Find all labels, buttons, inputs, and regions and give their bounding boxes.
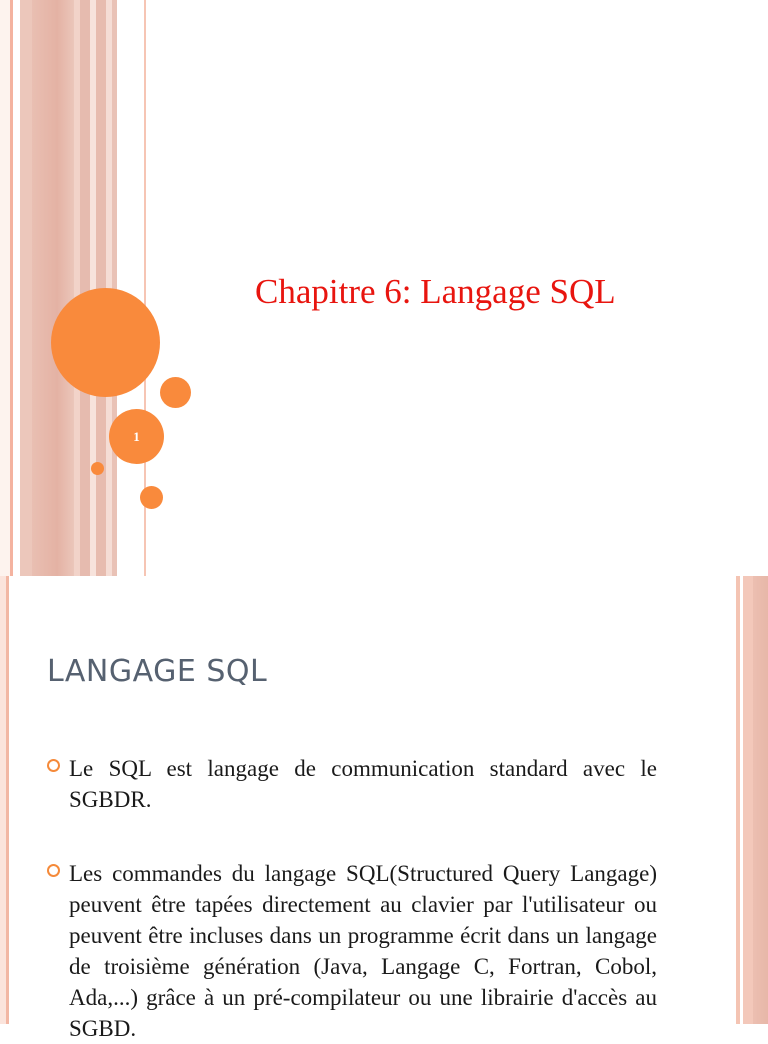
slide-title: Chapitre 6: Langage SQL [255,272,616,311]
decorative-stripe [80,0,90,576]
decorative-stripe [0,0,10,576]
decorative-circle-small [91,462,104,475]
hollow-circle-bullet-icon [47,759,60,772]
decorative-stripe [753,576,768,1024]
decorative-stripe [6,576,9,1024]
bullet-text: Les commandes du langage SQL(Structured Query Langage) peuvent être tapées directement au clavier par l'utilisateur ou peuvent être incluses dans un programme écrit dans un langage de troisième génération (Java, Langage C, Fortran, Cobol, Ada,...) grâce à un pré-compilateur ou une librairie d'accès au SGBD. [69,861,657,1041]
hollow-circle-bullet-icon [47,864,60,877]
decorative-stripe [743,576,753,1024]
decorative-stripe [20,0,32,576]
slide-number-circle [109,409,164,464]
decorative-stripe [736,576,740,1024]
slide-number: 1 [133,428,140,444]
decorative-circle-large [51,288,160,397]
bullet-text: Le SQL est langage de communication standard avec le SGBDR. [69,756,657,812]
slide-heading: LANGAGE SQL [47,654,268,689]
decorative-circle-low [140,486,163,509]
decorative-stripe [32,0,74,576]
slide-2 [0,576,768,1041]
decorative-circle-medium [160,377,191,408]
decorative-stripe [10,0,13,576]
